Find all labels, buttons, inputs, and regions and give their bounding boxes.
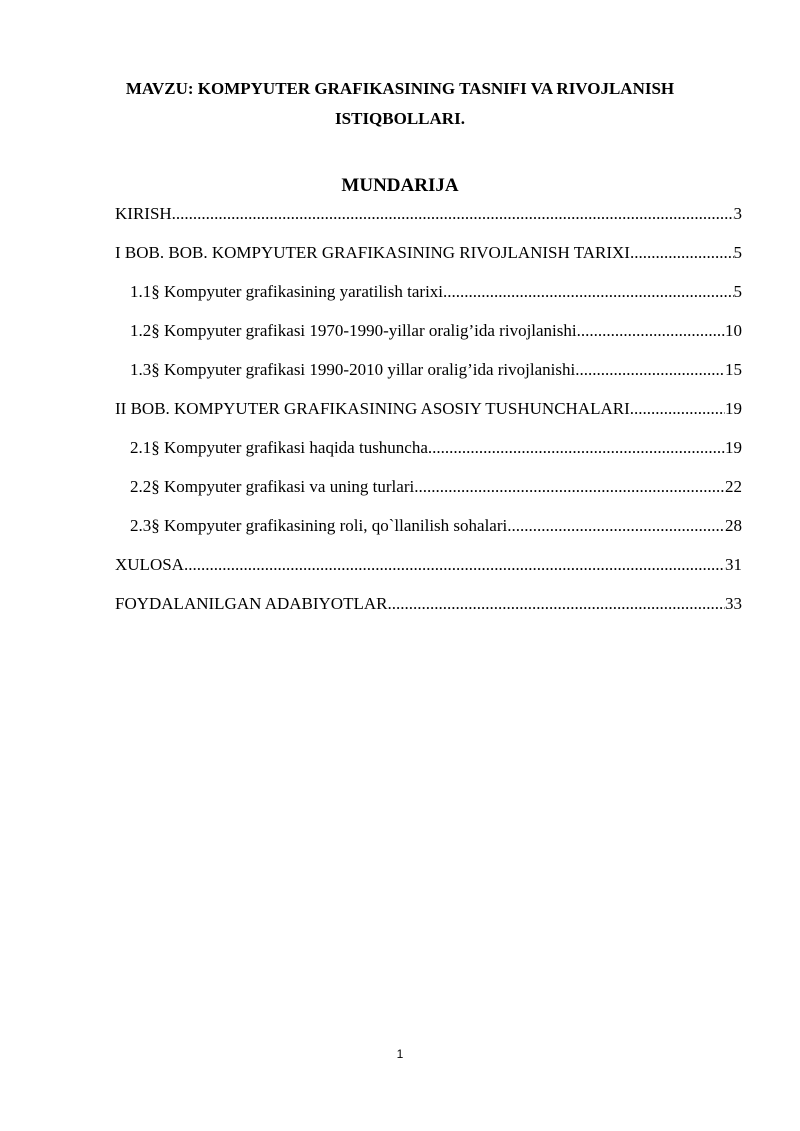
- toc-entry-section-1-2: [115, 319, 742, 358]
- toc-dot-leader: [184, 553, 725, 577]
- toc-entry-page: 31: [725, 555, 742, 574]
- toc-entry-xulosa: [115, 553, 742, 592]
- toc-entry-adabiyotlar: [115, 592, 742, 631]
- toc-dot-leader: [630, 397, 725, 421]
- toc-dot-leader: [414, 475, 725, 499]
- table-of-contents: [115, 202, 742, 631]
- toc-entry-section-2-2: [115, 475, 742, 514]
- document-title: [60, 74, 740, 134]
- toc-dot-leader: [630, 241, 734, 265]
- toc-entry-label: II BOB. KOMPYUTER GRAFIKASINING ASOSIY TUSHUNCHALARI: [115, 399, 630, 418]
- toc-dot-leader: [507, 514, 725, 538]
- document-title-line-1: MAVZU: KOMPYUTER GRAFIKASINING TASNIFI VA RIVOJLANISH: [125, 79, 675, 98]
- toc-entry-page: 15: [725, 360, 742, 379]
- toc-entry-page: 19: [725, 438, 742, 457]
- toc-entry-label: 1.1§ Kompyuter grafikasining yaratilish tarixi: [130, 282, 444, 301]
- toc-entry-label: I BOB. BOB. KOMPYUTER GRAFIKASINING RIVOJLANISH TARIXI: [115, 243, 630, 262]
- toc-dot-leader: [172, 202, 734, 226]
- toc-entry-page: 10: [725, 321, 742, 340]
- toc-entry-page: 28: [725, 516, 742, 535]
- toc-dot-leader: [428, 436, 725, 460]
- toc-entry-section-2-1: [115, 436, 742, 475]
- toc-dot-leader: [577, 319, 725, 343]
- document-title-line-2: ISTIQBOLLARI.: [335, 109, 465, 128]
- toc-entry-page: 3: [733, 204, 742, 223]
- toc-heading: MUNDARIJA: [341, 175, 459, 196]
- toc-entry-label: KIRISH: [115, 204, 172, 223]
- toc-entry-chapter-2: [115, 397, 742, 436]
- toc-entry-label: 1.3§ Kompyuter grafikasi 1990-2010 yillar oralig’ida rivojlanishi: [130, 360, 576, 379]
- toc-entry-page: 5: [733, 282, 742, 301]
- toc-dot-leader: [575, 358, 725, 382]
- page-number: 1: [396, 1047, 404, 1061]
- toc-entry-label: FOYDALANILGAN ADABIYOTLAR: [115, 594, 388, 613]
- toc-entry-label: 2.1§ Kompyuter grafikasi haqida tushuncha: [130, 438, 428, 457]
- toc-entry-chapter-1: [115, 241, 742, 280]
- toc-entry-page: 19: [725, 399, 742, 418]
- toc-entry-page: 33: [725, 594, 742, 613]
- toc-dot-leader: [443, 280, 733, 304]
- toc-entry-section-1-3: [115, 358, 742, 397]
- toc-entry-label: 2.2§ Kompyuter grafikasi va uning turlari: [130, 477, 415, 496]
- toc-entry-label: 1.2§ Kompyuter grafikasi 1970-1990-yillar oralig’ida rivojlanishi: [130, 321, 577, 340]
- toc-entry-page: 5: [733, 243, 742, 262]
- toc-dot-leader: [387, 592, 725, 616]
- toc-entry-page: 22: [725, 477, 742, 496]
- toc-entry-label: 2.3§ Kompyuter grafikasining roli, qo`llanilish sohalari: [130, 516, 508, 535]
- toc-entry-section-1-1: [115, 280, 742, 319]
- toc-entry-label: XULOSA: [115, 555, 184, 574]
- toc-entry-kirish: [115, 202, 742, 241]
- toc-entry-section-2-3: [115, 514, 742, 553]
